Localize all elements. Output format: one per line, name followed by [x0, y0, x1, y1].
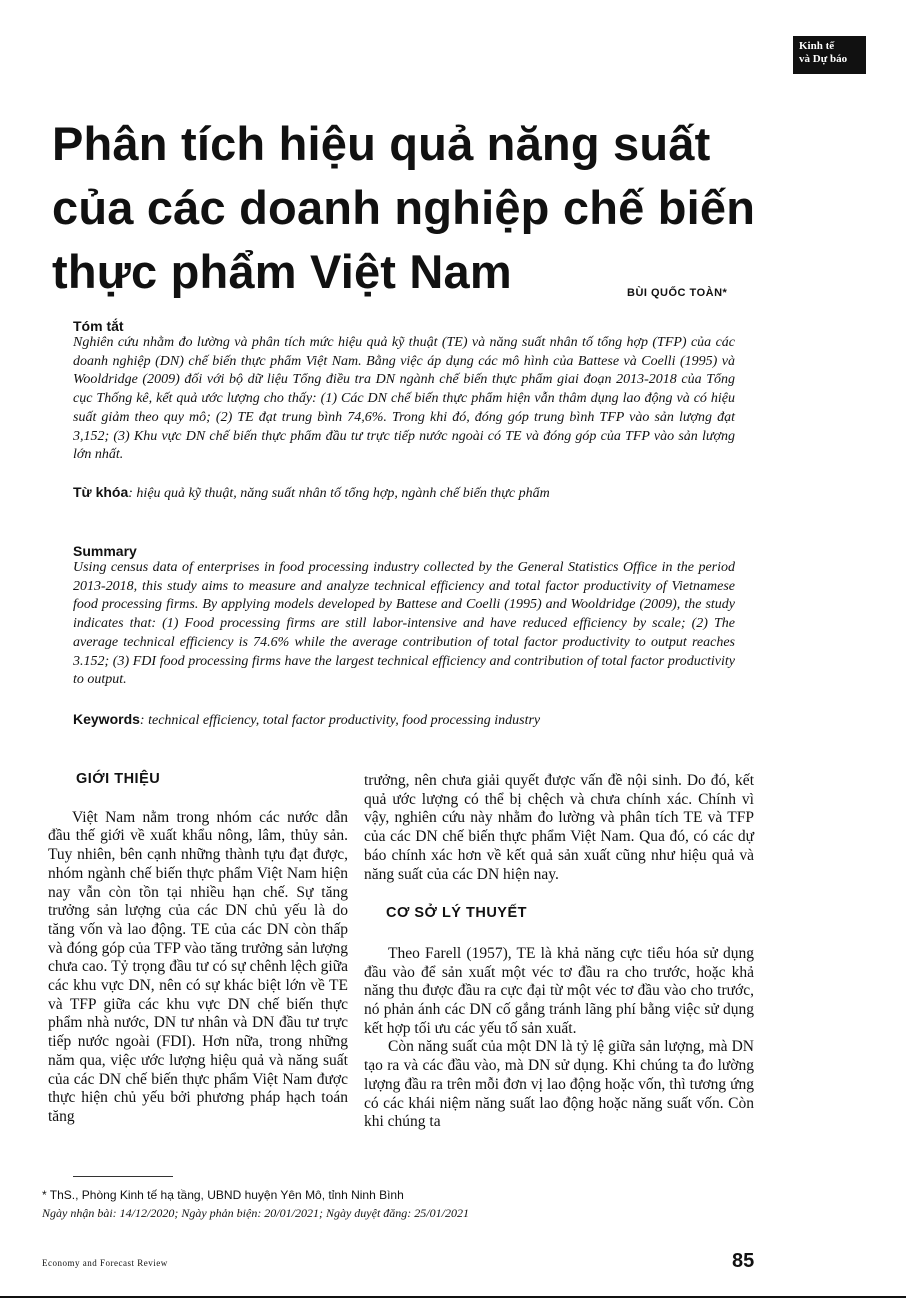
intro-heading: GIỚI THIỆU: [76, 771, 161, 787]
keywords-en-label: Keywords: [73, 710, 140, 727]
bottom-divider: [0, 1296, 906, 1298]
keywords-en: [73, 710, 735, 730]
author-footnote: * ThS., Phòng Kinh tế hạ tầng, UBND huyện Yên Mô, tỉnh Ninh Bình: [42, 1188, 404, 1202]
keywords-vi-list: : hiệu quả kỹ thuật, năng suất nhân tố tổng hợp, ngành chế biến thực phẩm: [128, 485, 550, 501]
abstract-en: [73, 543, 735, 730]
abstract-vi-text: Nghiên cứu nhằm đo lường và phân tích mức hiệu quả kỹ thuật (TE) và năng suất nhân tố tổng hợp (TFP) của các doanh nghiệp (DN) chế biến thực phẩm Việt Nam. Bằng việc áp dụng các mô hình của Battese và Coelli (1995) và Wooldridge (2009) đối với bộ dữ liệu Tổng điều tra DN ngành chế biến thực phẩm giai đoạn 2013-2018 của Tổng cục Thống kê, kết quả ước lượng cho thấy: (1) Các DN chế biến thực phẩm hiện vẫn thâm dụng lao động và có hiệu suất giảm theo quy mô; (2) TE đạt trung bình 74,6%. Trong khi đó, đóng góp trung bình TFP vào sản lượng đạt 3,152; (3) Khu vực DN chế biến thực phẩm đầu tư trực tiếp nước ngoài có TE và đóng góp của TFP vào sản lượng lớn nhất.: [73, 335, 735, 463]
intro-paragraph: Việt Nam nằm trong nhóm các nước dẫn đầu thế giới về xuất khẩu nông, lâm, thủy sản. Tuy nhiên, bên cạnh những thành tựu đạt được, nhóm ngành chế biến thực phẩm Việt Nam hiện nay vẫn còn tồn tại nhiều hạn chế. Sự tăng trưởng sản lượng của các DN chủ yếu là do tăng vốn và lao động. TE của các DN còn thấp và đóng góp của TFP vào tăng trưởng sản lượng chưa cao. Tỷ trọng đầu tư có sự chênh lệch giữa các khu vực DN, nên có sự khác biệt lớn về TE và TFP giữa các khu vực DN chế biến thực phẩm nhà nước, DN tư nhân và DN đầu tư trực tiếp nước ngoài (FDI). Hơn nữa, trong những năm qua, việc ước lượng hiệu quả và năng suất của các DN chế biến thực phẩm Việt Nam được thực hiện chủ yếu bởi phương pháp hạch toán tăng: [48, 808, 348, 1125]
author-name: BÙI QUỐC TOÀN*: [627, 287, 728, 299]
badge-line-1: Kinh tế: [799, 40, 835, 52]
footnote-divider: [73, 1176, 173, 1177]
abstract-vi: [73, 318, 735, 503]
keywords-vi: [73, 483, 735, 503]
journal-badge: [793, 36, 866, 74]
page-number: 85: [732, 1250, 755, 1272]
theory-heading: CƠ SỞ LÝ THUYẾT: [386, 905, 527, 922]
theory-paragraph-1: Theo Farell (1957), TE là khả năng cực tiểu hóa sử dụng đầu vào để sản xuất một véc tơ đầu ra cho trước, hoặc khả năng thu được đầu ra cực đại từ một véc tơ đầu vào cho trước, nó phản ánh các DN cố gắng tránh lãng phí bằng việc sử dụng kết hợp tối ưu các yếu tố sản xuất.: [364, 944, 754, 1037]
right-column: [364, 772, 754, 1132]
article-dates: Ngày nhận bài: 14/12/2020; Ngày phản biện: 20/01/2021; Ngày duyệt đăng: 25/01/2021: [42, 1206, 469, 1220]
keywords-en-list: : technical efficiency, total factor productivity, food processing industry: [139, 712, 541, 728]
intro-continuation: trưởng, nên chưa giải quyết được vấn đề nội sinh. Do đó, kết quả ước lượng có thể bị chệch và chưa chính xác. Chính vì vậy, nghiên cứu này nhằm đo lường và phân tích TE và TFP của các DN chế biến thực phẩm Việt Nam. Qua đó, có các dự báo chính xác hơn về kết quả sản xuất cũng như hiệu quả và năng suất của các DN hiện nay.: [364, 772, 754, 883]
keywords-vi-label: Từ khóa: [73, 483, 129, 500]
badge-line-2: và Dự báo: [799, 53, 848, 65]
theory-paragraph-2: Còn năng suất của một DN là tỷ lệ giữa sản lượng, mà DN tạo ra và các đầu vào, mà DN sử dụng. Khi chúng ta đo lường lượng đầu ra trên mỗi đơn vị lao động hoặc vốn, thì tương ứng có các khái niệm năng suất lao động hoặc năng suất vốn. Còn khi chúng ta: [364, 1038, 754, 1131]
abstract-vi-heading: Tóm tắt: [73, 318, 124, 334]
article-title: Phân tích hiệu quả năng suất của các doanh nghiệp chế biến thực phẩm Việt Nam: [52, 117, 756, 298]
left-column: [48, 770, 348, 1127]
abstract-en-heading: Summary: [73, 543, 137, 559]
journal-name: Economy and Forecast Review: [42, 1258, 168, 1268]
abstract-en-text: Using census data of enterprises in food processing industry collected by the General Statistics Office in the period 2013-2018, this study aims to measure and analyze technical efficiency and total factor productivity of Vietnamese food processing firms. By applying models developed by Battese and Coelli (1995) and Wooldridge (2009), the study indicates that: (1) Food processing firms are still labor-intensive and have reduced efficiency by scale; (2) The average technical efficiency is 74.6% while the average contribution of total factor productivity to output reaches 3.152; (3) FDI food processing firms have the largest technical efficiency and contribution of total factor productivity to output.: [73, 560, 735, 688]
